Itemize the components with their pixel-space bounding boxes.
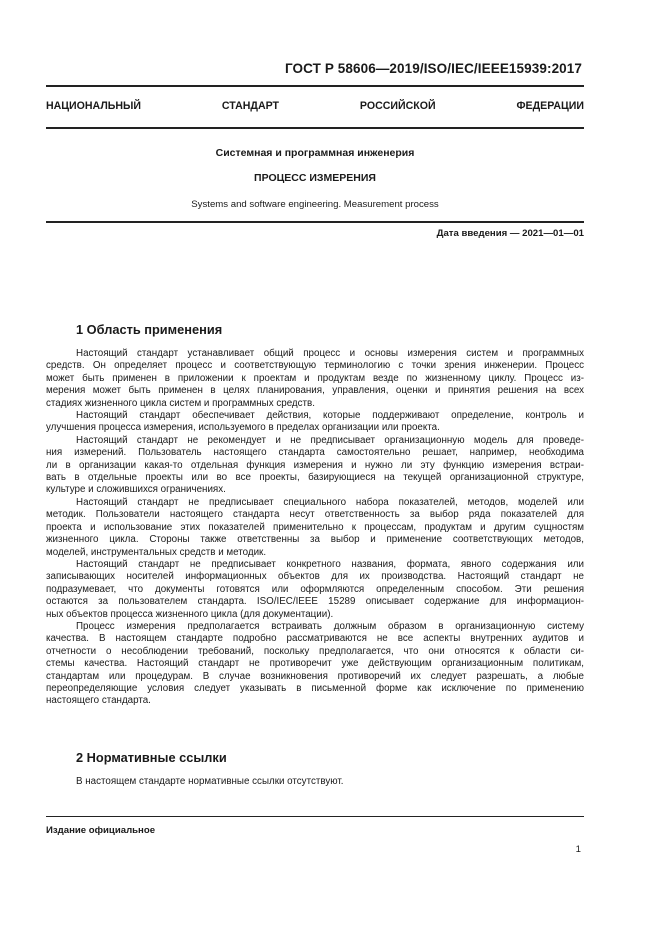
text-line: проекта и использование этих показателей применительно к процессам, продуктам и другим сущностям bbox=[46, 521, 584, 533]
text-line: жизненного цикла. Стороны также ответственны за выбор и применение соответствующих методов, bbox=[46, 534, 584, 546]
page-number: 1 bbox=[575, 844, 581, 855]
text-line: моделей, инструментальных средств и методик. bbox=[46, 546, 267, 558]
national-standard-banner bbox=[46, 100, 584, 112]
text-line: Настоящий стандарт устанавливает общий процесс и основы измерения систем и программных bbox=[76, 348, 584, 359]
section-body bbox=[46, 776, 584, 788]
text-line: стадиях жизненного цикла систем и программных средств. bbox=[46, 397, 315, 409]
section-heading: 1 Область применения bbox=[76, 322, 223, 337]
text-line: записывающих носителей информационных объектов для их производства. Настоящий стандарт не bbox=[46, 571, 584, 583]
paragraph bbox=[46, 348, 584, 410]
paragraph bbox=[46, 559, 584, 621]
text-line: Настоящий стандарт не рекомендует и не предписывает организационную модель для проведе- bbox=[76, 434, 584, 446]
paragraph bbox=[46, 497, 584, 559]
main-title: ПРОЦЕСС ИЗМЕРЕНИЯ bbox=[254, 172, 376, 184]
text-line: культуре и сложившихся ограничениях. bbox=[46, 484, 226, 496]
banner-word: ФЕДЕРАЦИИ bbox=[516, 100, 584, 112]
paragraph bbox=[46, 435, 584, 497]
text-line: В настоящем стандарте нормативные ссылки отсутствуют. bbox=[76, 776, 344, 787]
text-line: методик. Пользователи настоящего стандарта несут ответственность за выбор ряда показателей для bbox=[46, 509, 584, 521]
standard-code: ГОСТ Р 58606—2019/ISO/IEC/IEEE15939:2017 bbox=[284, 61, 582, 76]
text-line: остаются за пользователем стандарта. ISO/IEC/IEEE 15289 описывает содержание для информацион- bbox=[46, 596, 584, 608]
section-body bbox=[46, 348, 584, 708]
text-line: средств. Он определяет процесс и соответствующую терминологию с точки зрения инженерии. Процесс bbox=[46, 360, 584, 372]
paragraph bbox=[46, 621, 584, 708]
text-line: отчетности о несоблюдении требований, поскольку предполагается, что они относятся к области си- bbox=[46, 645, 584, 657]
paragraph bbox=[46, 410, 584, 435]
subject-title: Системная и программная инженерия bbox=[215, 147, 415, 159]
intro-date: Дата введения — 2021—01—01 bbox=[436, 228, 584, 239]
text-line: Настоящий стандарт обеспечивает действия, которые поддерживают определение, контроль и bbox=[76, 410, 584, 422]
text-line: Процесс измерения предполагается встраивать должным образом в организационную систему bbox=[76, 620, 584, 632]
banner-word: СТАНДАРТ bbox=[221, 100, 280, 112]
banner-rule bbox=[46, 127, 584, 129]
text-line: ных объектов процесса жизненного цикла (для документации). bbox=[46, 608, 334, 620]
edition-note: Издание официальное bbox=[46, 825, 156, 836]
text-line: Настоящий стандарт не предписывает специального набора показателей, методов, моделей или bbox=[76, 496, 584, 508]
text-line: ния измерений. Пользователь настоящего стандарта самостоятельно решает, например, необходима bbox=[46, 447, 584, 459]
text-line: стандартам или процедурам. В случае возникновения противоречий их следует разрешать, а любые bbox=[46, 670, 584, 682]
text-line: настоящего стандарта. bbox=[46, 695, 151, 707]
title-rule bbox=[46, 221, 584, 223]
english-title: Systems and software engineering. Measurement process bbox=[191, 199, 439, 210]
text-line: стемы качества. Настоящий стандарт не противоречит уже действующим организационным политикам, bbox=[46, 658, 584, 670]
text-line: качества. В настоящем стандарте подробно рассматриваются не все аспекты внутренних аудитов и bbox=[46, 633, 584, 645]
footer-rule bbox=[46, 816, 584, 817]
header-rule bbox=[46, 85, 584, 87]
text-line: ли в организации какая-то отдельная функция измерения и нужно ли эту функцию измерения встраи- bbox=[46, 459, 584, 471]
text-line: вать в отдельные проекты или во все проекты, базирующиеся на текущей организационной структуре, bbox=[46, 472, 584, 484]
banner-word: РОССИЙСКОЙ bbox=[359, 100, 436, 112]
section-heading: 2 Нормативные ссылки bbox=[76, 750, 227, 765]
text-line: Настоящий стандарт не предписывает конкретного названия, формата, явного содержания или bbox=[76, 558, 584, 570]
paragraph bbox=[46, 776, 584, 788]
banner-word: НАЦИОНАЛЬНЫЙ bbox=[46, 100, 142, 112]
text-line: переопределяющие условия следует указывать в письменной форме как исключение по применению bbox=[46, 682, 584, 694]
text-line: улучшения процесса измерения, используемого в пределах организации или проекта. bbox=[46, 422, 440, 434]
text-line: мерения может быть применен в целях планирования, управления, оценки и принятия решения на всех bbox=[46, 385, 584, 397]
text-line: может быть применен в приложении к проектам и продуктам везде по жизненному циклу. Процесс из- bbox=[46, 372, 584, 384]
text-line: подразумевает, что документы готовятся или оформляются определенным способом. Эти решения bbox=[46, 583, 584, 595]
